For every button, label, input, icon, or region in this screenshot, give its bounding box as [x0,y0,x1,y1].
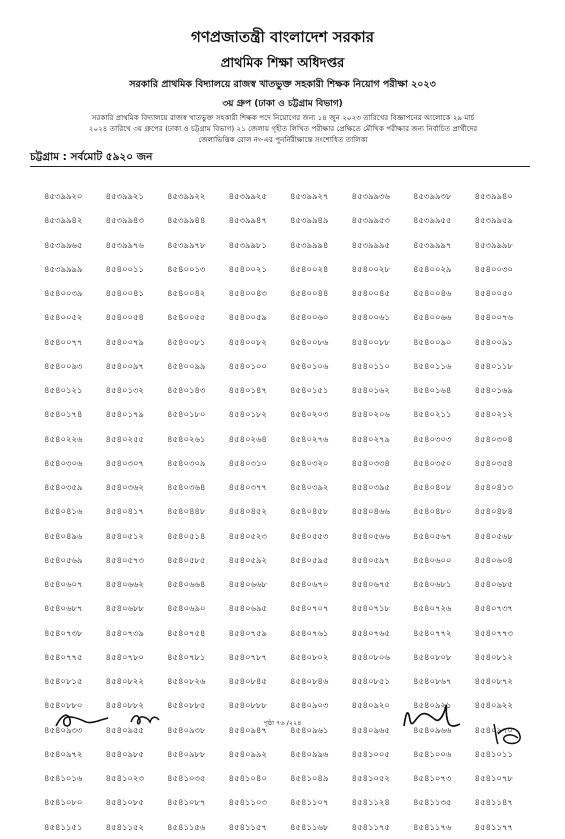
roll-number: ৪৫৪০৮৮০ [44,700,83,711]
group-title: ৩য় গ্রুপ (ঢাকা ও চট্টগ্রাম বিভাগ) [222,99,343,109]
roll-number: ৪৫৪১১৫১ [44,821,83,832]
notice-line: সরকারি প্রাথমিক বিদ্যালয়ে রাজস্ব খাতভুক্ত সহকারী শিক্ষক পদে নিয়োগের জন্য ১৪ জুন ২০২৩ তারিখের বিজ্ঞাপনের আলোকে ২৯ মার্চ [91,113,475,122]
roll-number: ৪৫৪১০৮৭ [167,797,206,808]
roll-number: ৪৫৪০৪৬৬ [351,506,390,517]
roll-number: ৪৫৪০২১২ [474,409,513,420]
roll-number: ৪৫৪০৩৬২ [105,482,144,492]
roll-number: ৪৫৪১০২৩ [105,773,144,783]
roll-number: ৪৫৩৯৯২৫ [228,191,267,201]
roll-number: ৪৫৪০৭৭৩ [474,627,513,638]
roll-number: ৪৫৪০৭৮০ [105,651,144,662]
roll-number: ৪৫৪০৭৩৯ [105,627,144,638]
roll-number: ৪৫৪০৪১৬ [44,506,83,517]
section-title: চট্টগ্রাম : সর্বমোট ৫৯২০ জন [30,151,153,163]
roll-number: ৪৫৪০৯৬৬ [413,724,452,735]
roll-number: ৪৫৪১০৪৯ [290,773,329,783]
roll-number: ৪৫৪১১০৭ [290,797,329,808]
roll-number: ৪৫৩৯৯৫৯ [474,215,513,226]
roll-number: ৪৫৪০৪৯৬ [44,530,83,541]
roll-number: ৪৫৪০৬৮৭ [44,603,83,614]
roll-number: ৪৫৪০৪৫৮ [290,506,329,517]
roll-number: ৪৫৪১১০৩ [228,797,267,808]
roll-number: ৪৫৪০৯৯২ [228,748,267,759]
roll-number: ৪৫৪০০৮২ [228,336,267,347]
roll-number: ৪৫৪০০৪৬ [413,288,452,298]
government-title: গণপ্রজাতন্ত্রী বাংলাদেশ সরকার [191,28,374,46]
roll-number: ৪৫৪০৭৮৭ [228,651,267,662]
roll-number: ৪৫৪০১০৬ [290,360,329,371]
roll-number: ৪৫৪০৪০৮ [413,482,452,492]
roll-number: ৪৫৪০৯৯৬ [290,748,329,759]
roll-number: ৪৫৪০১৪৩ [167,385,206,395]
roll-number: ৪৫৪০৮০২ [290,651,329,662]
roll-number: ৪৫৪০০৫৯ [228,312,267,323]
roll-number: ৪৫৪১১৭৫ [351,821,390,832]
roll-number: ৪৫৩৯৯৬৫ [44,239,83,250]
roll-number: ৪৫৩৯৯২০ [44,191,83,201]
roll-number: ৪৫৪০১১৬ [413,360,452,371]
roll-number: ৪৫৪০১৪৭ [228,385,267,395]
roll-number: ৪৫৪০৯০৩ [290,700,329,711]
roll-number: ৪৫৩৯৯৭৮ [167,239,206,250]
roll-number: ৪৫৩৯৯৩৮ [413,191,452,201]
roll-number: ৪৫৪০৪১৭ [105,506,144,517]
roll-number: ৪৫৪০৭৩৮ [44,627,83,638]
roll-number: ৪৫৪০৩৬৪ [167,482,206,492]
roll-number: ৪৫৪০৬৮১ [413,579,452,589]
roll-number: ৪৫৪১১৫৭ [228,821,267,832]
roll-number: ৪৫৪০৭৫৯ [228,627,267,638]
roll-number: ৪৫৩৯৯২৭ [290,191,329,201]
roll-number: ৪৫৪০৫১২ [105,530,144,541]
roll-number: ৪৫৪০১৬৪ [413,385,452,395]
roll-number: ৪৫৪০০৪২ [167,288,206,298]
roll-number: ৪৫৪০০৭৬ [474,312,513,323]
roll-number: ৪৫৩৯৯৯৯ [44,263,83,274]
roll-number: ৪৫৩৯৯৪০ [474,191,513,201]
roll-number: ৪৫৪০৬৮৫ [474,579,513,589]
roll-number: ৪৫৪১০৭৩ [413,773,452,783]
roll-number: ৪৫৪০৩০৭ [105,457,144,468]
roll-number: ৪৫৪০৯২০ [351,700,390,711]
roll-number: ৪৫৩৯৯৩৬ [351,191,390,201]
roll-number: ৪৫৪০৭৮১ [167,651,206,662]
roll-number: ৪৫৪০১৩২ [105,385,144,395]
roll-number: ৪৫৩৯৯৪৭ [228,215,267,226]
roll-number: ৪৫৪০২১১ [413,409,452,420]
roll-number: ৪৫৪০০৬০ [290,312,329,323]
roll-number: ৪৫৪০৩০৯ [167,457,206,468]
section-divider [30,166,530,167]
roll-number: ৪৫৪০৩০৪ [474,433,513,444]
roll-number: ৪৫৪০৬৬৮ [228,579,267,589]
roll-number: ৪৫৪০৩৭৭ [228,482,267,492]
roll-number: ৪৫৪০৮০৬ [351,651,390,662]
roll-number: ৪৫৪০১৬৯ [474,385,513,395]
roll-number: ৪৫৪০৭৬১ [290,627,329,638]
roll-number: ৪৫৪০২২৬ [44,433,83,444]
roll-number: ৪৫৪১১৩৫ [413,797,452,808]
roll-number: ৪৫৪০৩৯২ [290,482,329,492]
roll-number: ৪৫৪০৯৫৫ [105,724,144,735]
roll-number: ৪৫৪০৯২২ [474,700,513,711]
roll-number: ৪৫৪০০৭৯ [105,336,144,347]
roll-number: ৪৫৪০০৮৮ [351,336,390,347]
roll-number: ৪৫৪০২০৩ [290,409,329,420]
roll-number: ৪৫৪০০৯৩ [44,360,83,371]
roll-number: ৪৫৪০০৯৭ [105,360,144,371]
notice-paragraph [40,112,526,145]
roll-number: ৪৫৪০১৮০ [167,409,206,420]
roll-number: ৪৫৪০১২১ [44,385,83,395]
roll-number: ৪৫৪০০১১ [105,263,144,274]
roll-number: ৪৫৪০৪৪৮ [167,506,206,517]
roll-number: ৪৫৪০০৪১ [105,288,144,298]
roll-number: ৪৫৪০১০০ [228,360,267,371]
roll-number: ৪৫৪০১৭৪ [44,409,83,420]
roll-number: ৪৫৪০৫৬৯ [44,554,83,565]
roll-number: ৪৫৪০০১৩ [167,263,206,274]
roll-number: ৪৫৪০০৪৪ [290,288,329,298]
roll-number: ৪৫৪০০৯১ [474,336,513,347]
roll-number-grid [44,184,536,839]
roll-number: ৪৫৪০৯৮৫ [105,748,144,759]
roll-number: ৪৫৪১০৭৮ [474,773,513,783]
roll-number: ৪৫৪০৩৫০ [413,457,452,468]
roll-number: ৪৫৪০৩৫৪ [474,457,513,468]
roll-number: ৪৫৪০২৬৪ [228,433,267,444]
roll-number: ৪৫৪০৬৯০ [167,603,206,614]
roll-number: ৪৫৪০৩৩৪ [351,457,390,468]
roll-number: ৪৫৪১০৩৫ [167,773,206,783]
roll-number: ৪৫৪০৭০৭ [290,603,329,614]
roll-number: ৪৫৪০৬০৭ [44,579,83,589]
roll-number: ৪৫৪০৯৮৮ [167,748,206,759]
roll-number: ৪৫৪০৮১৫ [44,676,83,686]
roll-number: ৪৫৪০০৪৩ [228,288,267,298]
roll-number: ৪৫৪০৩০৩ [413,433,452,444]
roll-number: ৪৫৪০১৫১ [290,385,329,395]
roll-number: ৪৫৪০৫৯৫ [290,554,329,565]
roll-number: ৪৫৩৯৯৪২ [44,215,83,226]
roll-number: ৪৫৪০৮৮৮ [228,700,267,711]
roll-number: ৪৫৪০৪১৩ [474,482,513,492]
roll-number: ৪৫৪০৫১৪ [167,530,206,541]
roll-number: ৪৫৪০৫৫৩ [290,530,329,541]
roll-number: ৪৫৪০৫২৩ [228,530,267,541]
roll-number: ৪৫৪০০৩৯ [44,288,83,298]
roll-number: ৪৫৪০২৫৫ [105,433,144,444]
directorate-title: প্রাথমিক শিক্ষা অধিদপ্তর [220,56,345,71]
roll-number: ৪৫৪০৩৫৯ [44,482,83,492]
roll-number: ৪৫৪০২৭৯ [351,433,390,444]
roll-number: ৪৫৪০৮৬৭ [413,676,452,686]
roll-number: ৪৫৩৯৯২২ [167,191,206,201]
roll-number: ৪৫৪১১৬৮ [290,821,329,832]
roll-number: ৪৫৪০২০৬ [351,409,390,420]
roll-number: ৪৫৪০৬৬২ [105,579,144,589]
roll-number: ৪৫৪০৮২২ [105,676,144,686]
roll-number: ৪৫৪১১৪৭ [474,797,513,808]
roll-number: ৪৫৩৯৯৪৪ [167,215,206,226]
roll-number: ৪৫৪০০২৪ [290,263,329,274]
roll-number: ৪৫৪০৮৫১ [351,676,390,686]
roll-number: ৪৫৪০৬৮৮ [105,603,144,614]
roll-number: ৪৫৪১১৫২ [105,821,144,832]
roll-number: ৪৫৪০০৫০ [474,288,513,298]
roll-number: ৪৫৪০৭১৮ [351,603,390,614]
roll-number: ৪৫৪০০৫৪ [105,312,144,323]
roll-number: ৪৫৩৯৯৫৩ [351,215,390,226]
roll-number: ৪৫৩৯৯৯৭ [413,239,452,250]
roll-number: ৪৫৪০৩১০ [228,457,267,468]
roll-number: ৪৫৪০৮৪৫ [228,676,267,686]
roll-number: ৪৫৪০৫৬৭ [413,530,452,541]
roll-number: ৪৫৪০০৫৫ [167,312,206,323]
roll-number: ৪৫৪০১১০ [351,360,390,371]
roll-number: ৪৫৪০৪৫২ [228,506,267,517]
roll-number: ৪৫৪০৬০০ [413,554,452,565]
roll-number: ৪৫৪০৮৮২ [105,700,144,711]
roll-number: ৪৫৪০৫৭৩ [105,554,144,565]
roll-number: ৪৫৪০১৬২ [351,385,390,395]
roll-number: ৪৫৪০৫৯৭ [351,554,390,565]
roll-number: ৪৫৪০৬৬৪ [167,579,206,589]
roll-number: ৪৫৩৯৯৯৫ [351,239,390,250]
roll-number: ৪৫৪০৮১২ [474,651,513,662]
roll-number: ৪৫৪০৭৫৪ [167,627,206,638]
roll-number: ৪৫৪১০০৬ [413,748,452,759]
roll-number: ৪৫৪০০৯৯ [167,360,206,371]
roll-number: ৪৫৪১০১৬ [44,773,83,783]
roll-number: ৪৫৪১০৮৫ [105,797,144,808]
roll-number: ৪৫৪০৫৮৫ [167,554,206,565]
roll-number: ৪৫৪০৬৭০ [290,579,329,589]
roll-number: ৪৫৪০০২৮ [351,263,390,274]
roll-number: ৪৫৪০০২৯ [413,263,452,274]
roll-number: ৪৫৪০৮২৬ [167,676,206,686]
roll-number: ৪৫৪০৬৯৫ [228,603,267,614]
roll-number: ৪৫৪০৭৬৫ [351,627,390,638]
roll-number: ৪৫৪০৮৪৬ [290,676,329,686]
roll-number: ৪৫৪০০৬৬ [413,312,452,323]
roll-number: ৪৫৪০৭৩৭ [474,603,513,614]
roll-number: ৪৫৪০৭৭২ [413,627,452,638]
roll-number: ৪৫৪০৩৯৫ [351,482,390,492]
roll-number: ৪৫৪০১৮২ [228,409,267,420]
notice-line: জেলাভিত্তিক রোল নং-এর পুনর্নিরীক্ষান্তে সংশোধিত তালিকা [198,135,368,144]
roll-number: ৪৫৪০০৭৭ [44,336,83,347]
roll-number: ৪৫৪০৮৭২ [474,676,513,686]
roll-number: ৪৫৪০৯৬৫ [351,724,390,735]
roll-number: ৪৫৪০৬০৪ [474,554,513,565]
notice-line: ২০২৪ তারিখে ৩য় গ্রুপের (ঢাকা ও চট্টগ্রাম বিভাগ) ২১ জেলায় গৃহীত লিখিত পরীক্ষার প্রেক্ষিতে মৌখিক পরীক্ষার জন্য নির্বাচিত প্রার্থীদের [88,124,478,133]
roll-number: ৪৫৩৯৯৯৮ [474,239,513,250]
roll-number: ৪৫৪১০৮০ [44,797,83,808]
roll-number: ৪৫৪১০৪০ [228,773,267,783]
roll-number: ৪৫৪০৪৮৪ [474,506,513,517]
page-number: পৃষ্ঠা ৭৬ /২২৪ [263,719,302,727]
roll-number: ৪৫৪০০৪৫ [351,288,390,298]
roll-number: ৪৫৪০৩০৬ [44,457,83,468]
roll-number: ৪৫৩৯৯৫৫ [413,215,452,226]
roll-number: ৪৫৪০৮০৮ [413,651,452,662]
roll-number: ৪৫৩৯৯৪৯ [290,215,329,226]
roll-number: ৪৫৪০৯৪৭ [228,724,267,735]
roll-number: ৪৫৪০২৬১ [167,433,206,444]
roll-number: ৪৫৪১০১১ [474,748,513,759]
roll-number: ৪৫৪১১২৪ [351,797,390,808]
roll-number: ৪৫৪১১৫৬ [167,821,206,832]
roll-number: ৪৫৪১১৭৬ [413,821,452,832]
roll-number: ৪৫৪০১১৮ [474,360,513,371]
roll-number: ৪৫৪০৬৭৫ [351,579,390,589]
roll-number: ৪৫৪১০০৫ [351,748,390,759]
roll-number: ৪৫৩৯৯৯৪ [290,239,329,250]
roll-number: ৪৫৪০০২১ [228,263,267,274]
roll-number: ৪৫৪১১৭৭ [474,821,513,832]
roll-number: ৪৫৪০০৫২ [44,312,83,323]
roll-number: ৪৫৪০৯৩৮ [167,724,206,735]
roll-number: ৪৫৪০৮৮৫ [167,700,206,711]
roll-number: ৪৫৪০০৮১ [167,336,206,347]
roll-number: ৪৫৪০০৮৬ [290,336,329,347]
roll-number: ৪৫৪০৯৭২ [44,748,83,759]
roll-number: ৪৫৪০৭৭৫ [44,651,83,662]
roll-number: ৪৫৩৯৯৮১ [228,239,267,250]
roll-number: ৪৫৪০৯৭০ [474,724,513,735]
roll-number: ৪৫৪০৯২১ [413,700,452,711]
roll-number: ৪৫৪০০৯০ [413,336,452,347]
roll-number: ৪৫৪০০৬১ [351,312,390,323]
roll-number: ৪৫৩৯৯২১ [105,191,144,201]
roll-number: ৪৫৪০৩২০ [290,457,329,468]
roll-number: ৪৫৪০০৩০ [474,263,513,274]
roll-number: ৪৫৩৯৯৪৩ [105,215,144,226]
roll-number: ৪৫৪০১৭৯ [105,409,144,420]
roll-number: ৪৫৪০৫৬৬ [351,530,390,541]
roll-number: ৪৫৪০৭২৬ [413,603,452,614]
roll-number: ৪৫৪০৫৬৮ [474,530,513,541]
roll-number: ৪৫৪০৯৩৩ [44,724,83,735]
roll-number: ৪৫৪১০৫২ [351,773,390,783]
roll-number: ৪৫৪০২৭৬ [290,433,329,444]
exam-title: সরকারি প্রাথমিক বিদ্যালয়ে রাজস্ব খাতভুক্ত সহকারী শিক্ষক নিয়োগ পরীক্ষা ২০২৩ [129,79,436,90]
roll-number: ৪৫৪০৪৮০ [413,506,452,517]
roll-number: ৪৫৪০৯৬১ [290,724,329,735]
roll-number: ৪৫৪০৫৯২ [228,554,267,565]
roll-number: ৪৫৩৯৯৭৬ [105,239,144,250]
